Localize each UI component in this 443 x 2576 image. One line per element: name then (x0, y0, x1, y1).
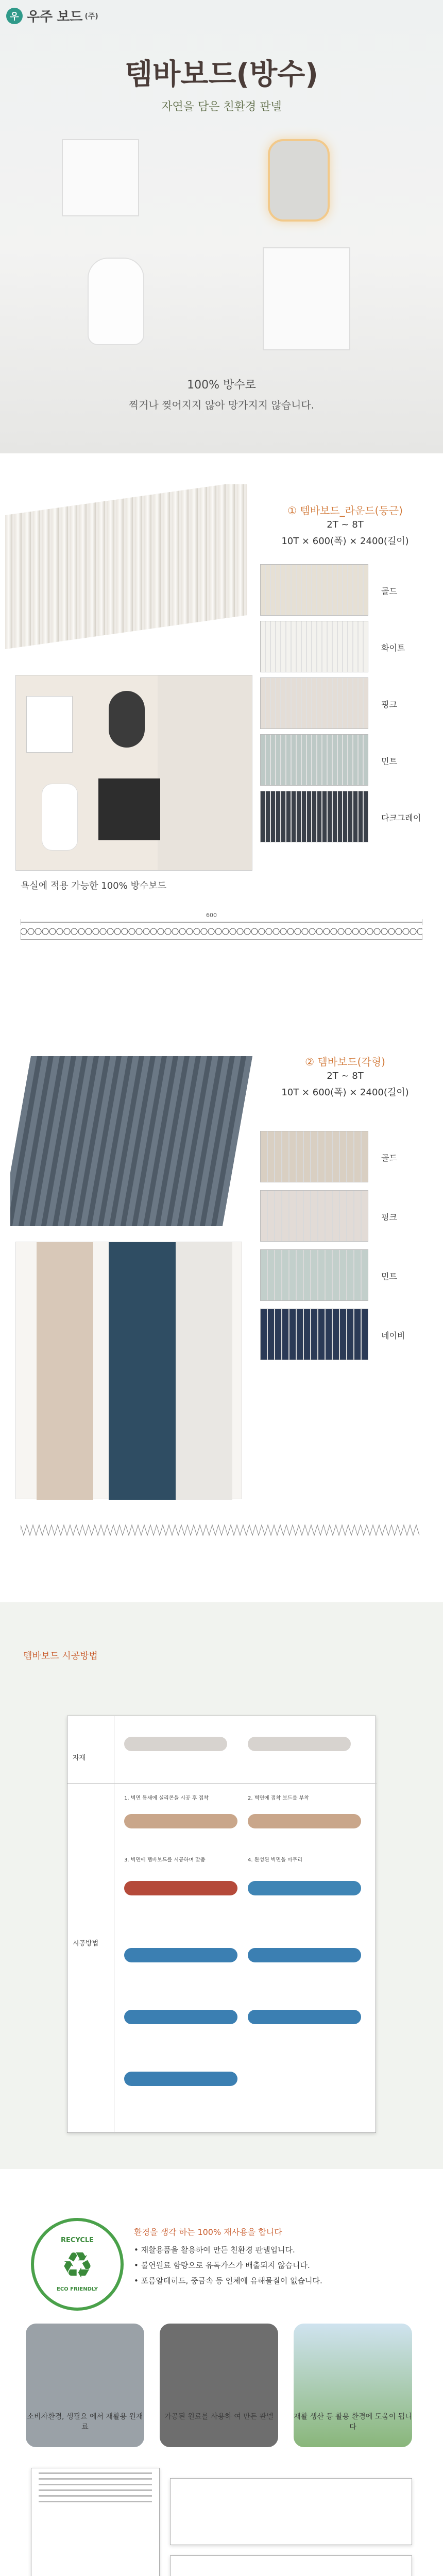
profile-bump (338, 928, 344, 935)
spec-line-2: 10T × 600(폭) × 2400(길이) (281, 536, 409, 547)
profile-bump (367, 928, 373, 935)
eco-bullet-1: • 재활용품을 활용하여 만든 친환경 판넬입니다. (134, 2245, 295, 2255)
profile-bump (302, 928, 308, 935)
method-wave-1 (124, 1948, 237, 1962)
profile-bump (352, 928, 359, 935)
rib (191, 488, 198, 623)
eco-caption-3: 재활 생산 등 활용 환경에 도움이 됩니다 (294, 2413, 412, 2431)
installed-photo-square (15, 1242, 242, 1499)
swatch-mint[interactable] (260, 734, 368, 786)
rib (61, 506, 68, 641)
installed-photo-round (15, 675, 252, 871)
toilet (88, 258, 144, 345)
profile-bump (273, 928, 279, 935)
brand-logo[interactable] (6, 6, 98, 25)
profile-bump (136, 928, 142, 935)
profile-bump (57, 928, 63, 935)
profile-bump (360, 928, 366, 935)
install-sheet (67, 1716, 376, 2133)
profile-bump (295, 928, 301, 935)
swatch-label-gold: 골드 (381, 586, 397, 596)
profile-bump (223, 928, 229, 935)
step-1-wave (124, 1814, 237, 1828)
swatch-label-mint: 민트 (381, 756, 397, 766)
certificate-doc-1 (31, 2468, 160, 2576)
rib (14, 513, 22, 648)
rib (135, 496, 142, 631)
eco-heading: 환경을 생각 하는 100% 재사용을 합니다 (134, 2227, 282, 2237)
badge-top-text: RECYCLE (60, 2236, 94, 2244)
profile-bump (331, 928, 337, 935)
product-square-section (0, 999, 443, 1602)
step-4: 4. 완성된 벽면을 마무리 (248, 1857, 303, 1863)
spec-line-2b: 10T × 600(폭) × 2400(길이) (281, 1087, 409, 1098)
hero-subtitle: 자연을 담은 친환경 판넬 (161, 100, 282, 113)
doc-line (39, 2472, 152, 2474)
profile-bump (201, 928, 207, 935)
profile-bump (316, 928, 322, 935)
material-wave-2 (248, 1737, 351, 1751)
profile-bump (381, 928, 387, 935)
product-round-section (0, 453, 443, 999)
rib (209, 485, 216, 620)
swatch-label-white: 화이트 (381, 643, 405, 653)
profile-bump (410, 928, 416, 935)
eco-bullet-3: • 포름알데히드, 중금속 등 인체에 유해물질이 없습니다. (134, 2276, 322, 2285)
brand-name-2: 보드 (57, 9, 83, 25)
swatch-navy-sq[interactable] (260, 1309, 368, 1360)
square-board-sample (10, 1056, 252, 1226)
rib (98, 501, 105, 636)
swatch-label-pink: 핑크 (381, 700, 397, 709)
rib (228, 484, 235, 618)
profile-bump (215, 928, 222, 935)
profile-bump (186, 928, 193, 935)
method-wave-4 (248, 2010, 361, 2024)
profile-bump (244, 928, 250, 935)
hero-claim: 100% 방수로 (187, 379, 256, 392)
panel-beige (37, 1242, 93, 1500)
photo-vanity (98, 778, 160, 840)
profile-bump (237, 928, 243, 935)
doc-line (39, 2478, 152, 2480)
rib (33, 510, 40, 645)
eco-image-2 (160, 2324, 278, 2447)
doc-line (39, 2484, 152, 2485)
rib (144, 495, 151, 630)
photo-toilet (42, 784, 78, 851)
profile-bump (396, 928, 402, 935)
rib (154, 494, 161, 629)
rib (163, 492, 170, 627)
doc-line (39, 2501, 152, 2502)
rib (79, 504, 87, 639)
profile-bump (93, 928, 99, 935)
profile-bump (251, 928, 258, 935)
square-profile-drawing (21, 1515, 422, 1546)
profile-bump (158, 928, 164, 935)
profile-bump (35, 928, 41, 935)
profile-bump (403, 928, 409, 935)
spec-line-1: 2T ~ 8T (327, 519, 364, 530)
rib (246, 484, 247, 615)
profile-bump (122, 928, 128, 935)
hero-title: 템바보드(방수) (125, 58, 318, 91)
certificate-doc-2 (170, 2478, 412, 2545)
profile-bump (280, 928, 286, 935)
swatch-pink-sq[interactable] (260, 1190, 368, 1242)
swatch-darkgray[interactable] (260, 791, 368, 842)
profile-bump (107, 928, 113, 935)
profile-bump (179, 928, 185, 935)
profile-bump (323, 928, 330, 935)
doc-line (39, 2489, 152, 2491)
photo-caption-round: 욕실에 적용 가능한 100% 방수보드 (21, 880, 167, 891)
brand-name: 우주 (27, 9, 53, 25)
swatch-gold[interactable] (260, 564, 368, 616)
step-2-wave (248, 1814, 361, 1828)
recycle-icon: ♻ (61, 2244, 94, 2286)
rib (52, 507, 59, 642)
swatch-white[interactable] (260, 621, 368, 672)
brand-suffix: (주) (84, 12, 98, 21)
method-wave-3 (124, 2010, 237, 2024)
rib (5, 514, 12, 649)
brand-mark-icon: 우 (6, 8, 23, 24)
profile-bump (28, 928, 34, 935)
profile-bump (42, 928, 48, 935)
profile-bump (417, 928, 422, 935)
step-3-wave (124, 1881, 237, 1895)
rib (107, 500, 114, 635)
profile-bump (143, 928, 149, 935)
install-heading: 템바보드 시공방법 (23, 1651, 98, 1662)
hero-description: 찍거나 찢어지지 않아 망가지지 않습니다. (128, 399, 315, 411)
swatch-pink[interactable] (260, 677, 368, 729)
divider (67, 1783, 377, 1784)
spec-title-round: ① 템바보드_라운드(둥근) (287, 504, 403, 517)
eco-section (0, 2169, 443, 2576)
swatch-mint-sq[interactable] (260, 1249, 368, 1301)
profile-bump (287, 928, 294, 935)
swatch-label-darkgray: 다크그레이 (381, 813, 421, 823)
rib (42, 509, 49, 644)
profile-bump (266, 928, 272, 935)
profile-bump (100, 928, 106, 935)
rib (126, 497, 133, 632)
profile-bump (114, 928, 121, 935)
material-wave-1 (124, 1737, 227, 1751)
profile-bump (374, 928, 380, 935)
method-wave-2 (248, 1948, 361, 1962)
eco-caption-2: 가공된 원료를 사용하 여 만든 판넬 (164, 2413, 274, 2421)
profile-bump (150, 928, 157, 935)
row-label-material: 자재 (73, 1754, 86, 1762)
profile-bump (259, 928, 265, 935)
profile-bump (230, 928, 236, 935)
spec-line-1b: 2T ~ 8T (327, 1071, 364, 1081)
rib (200, 487, 207, 622)
badge-bottom-text: ECO FRIENDLY (57, 2286, 98, 2292)
swatch-gold-sq[interactable] (260, 1131, 368, 1182)
profile-bump (165, 928, 171, 935)
hero-section (0, 0, 443, 453)
rib (116, 499, 124, 634)
step-1: 1. 벽면 틈새에 실리콘을 시공 후 접착 (124, 1795, 209, 1801)
rib (70, 505, 77, 640)
profile-bump (388, 928, 395, 935)
certificate-doc-3 (170, 2555, 412, 2576)
panel-white (176, 1242, 232, 1500)
rib (181, 489, 189, 624)
profile-zigzag (21, 1525, 419, 1535)
row-label-method: 시공방법 (73, 1940, 99, 1947)
swatch-label-pink-sq: 핑크 (381, 1212, 397, 1222)
profile-bump (194, 928, 200, 935)
installation-section (0, 1602, 443, 2169)
swatch-label-gold-sq: 골드 (381, 1153, 397, 1163)
swatch-label-navy-sq: 네이비 (381, 1331, 405, 1341)
led-mirror (268, 139, 330, 222)
eco-bullet-2: • 불연원료 함량으로 유독가스가 배출되지 않습니다. (134, 2261, 310, 2270)
profile-bump (345, 928, 351, 935)
eco-caption-1: 소비자환경, 생필요 에서 재활용 원재료 (27, 2413, 143, 2431)
panel-navy (109, 1242, 176, 1500)
rib (172, 490, 179, 625)
profile-bump (21, 928, 27, 935)
dimension-label: 600 (206, 912, 217, 919)
profile-bump (129, 928, 135, 935)
profile-bump (49, 928, 56, 935)
step-3: 3. 벽면에 템바보드를 시공하며 맞춤 (124, 1857, 206, 1863)
rib (24, 512, 31, 647)
profile-bump (71, 928, 77, 935)
method-wave-5 (124, 2072, 237, 2086)
photo-cabinet (26, 696, 73, 753)
bathroom-photo (41, 129, 402, 355)
step-2: 2. 벽면에 접착 보드를 부착 (248, 1795, 309, 1801)
round-board-sample (5, 484, 247, 649)
rib (218, 484, 226, 619)
swatch-label-mint-sq: 민트 (381, 1272, 397, 1281)
profile-bump (78, 928, 84, 935)
profile-bump (172, 928, 178, 935)
doc-line (39, 2495, 152, 2497)
round-profile-drawing (21, 912, 422, 953)
step-4-wave (248, 1881, 361, 1895)
photo-mirror (109, 691, 145, 748)
wall-cabinet (62, 139, 139, 216)
profile-bump (208, 928, 214, 935)
recycle-badge (31, 2218, 124, 2311)
profile-bump (86, 928, 92, 935)
spec-title-square: ② 템바보드(각형) (305, 1056, 385, 1068)
profile-bump (64, 928, 70, 935)
rib (89, 502, 96, 637)
profile-bump (309, 928, 315, 935)
vanity-cabinet (263, 247, 350, 350)
rib (237, 484, 244, 617)
